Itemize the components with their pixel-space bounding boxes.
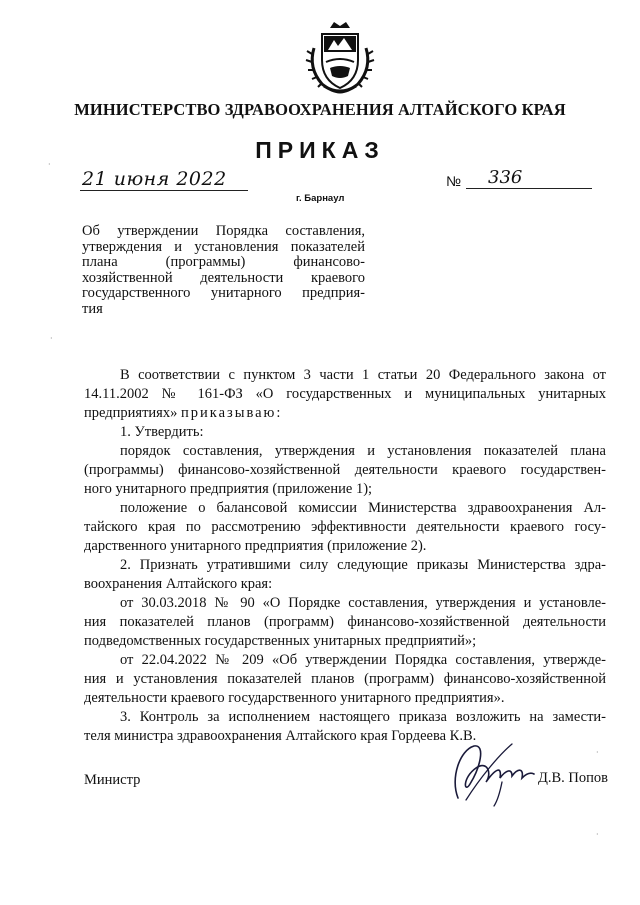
date-underline xyxy=(80,190,248,191)
signer-name: Д.В. Попов xyxy=(538,770,609,786)
signer-position: Министр xyxy=(84,772,141,788)
text-line xyxy=(84,404,606,423)
altai-coat-of-arms-icon xyxy=(300,18,380,98)
preamble-paragraph xyxy=(84,366,606,423)
margin-mark: · xyxy=(596,830,599,839)
item-2 xyxy=(84,556,606,594)
text-line: ния и установления показателей планов (программ) финансово-хозяйственной xyxy=(84,671,606,687)
item-1a xyxy=(84,442,606,499)
order-body xyxy=(84,366,606,746)
margin-mark: · xyxy=(596,748,599,757)
text-line: теля министра здравоохранения Алтайского края Гордеева К.В. xyxy=(84,728,477,744)
subject-line: Об утверждении Порядка составления, xyxy=(82,223,365,239)
text-line: 2. Признать утратившими силу следующие приказы Министерства здра- xyxy=(120,557,606,573)
margin-mark: · xyxy=(50,334,53,343)
text-line: 14.11.2002 № 161-ФЗ «О государственных и муниципальных унитарных xyxy=(84,386,606,402)
item-1: 1. Утвердить: xyxy=(120,424,204,440)
subject-line: плана (программы) финансово- xyxy=(82,254,365,270)
text-line: ния показателей планов (программ) финансово-хозяйственной деятельности xyxy=(84,614,606,630)
text-line: деятельности краевого государственного унитарного предприятия». xyxy=(84,690,505,706)
text-line: воохранения Алтайского края: xyxy=(84,576,273,592)
order-verb: приказываю: xyxy=(180,405,283,421)
text-line: 3. Контроль за исполнением настоящего приказа возложить на замести- xyxy=(120,709,606,725)
ministry-name: МИНИСТЕРСТВО ЗДРАВООХРАНЕНИЯ АЛТАЙСКОГО КРАЯ xyxy=(74,100,566,119)
item-2a xyxy=(84,594,606,651)
subject-line: тия xyxy=(82,300,103,317)
number-underline xyxy=(466,188,592,189)
text-line: порядок составления, утверждения и установления показателей плана xyxy=(120,443,606,459)
order-number: 336 xyxy=(488,167,523,188)
city-label: г. Барнаул xyxy=(296,193,345,204)
subject-line: государственного унитарного предприя- xyxy=(82,285,365,301)
text-line: тайского края по рассмотрению эффективности деятельности краевого госу- xyxy=(84,519,606,535)
order-date: 21 июня 2022 xyxy=(82,168,227,190)
subject-line: утверждения и установления показателей xyxy=(82,238,365,255)
text-line: ного унитарного предприятия (приложение 1); xyxy=(84,481,373,497)
item-1b xyxy=(84,499,606,556)
text-line: положение о балансовой комиссии Министерства здравоохранения Ал- xyxy=(120,500,606,516)
document-title: ПРИКАЗ xyxy=(255,137,385,163)
text-line: от 22.04.2022 № 209 «Об утверждении Порядка составления, утвержде- xyxy=(120,652,606,668)
subject-line: хозяйственной деятельности краевого xyxy=(82,269,365,286)
text-line: В соответствии с пунктом 3 части 1 статьи 20 Федерального закона от xyxy=(120,367,606,383)
margin-mark: · xyxy=(48,160,51,169)
text-line: дарственного унитарного предприятия (приложение 2). xyxy=(84,538,427,554)
text-line: подведомственных государственных унитарных предприятий»; xyxy=(84,633,477,649)
text-line: от 30.03.2018 № 90 «О Порядке составления, утверждения и установле- xyxy=(120,595,606,611)
order-number-label: № xyxy=(446,173,462,189)
handwritten-signature-icon xyxy=(440,738,550,808)
item-2b xyxy=(84,651,606,708)
order-subject xyxy=(82,224,365,317)
text-fragment: предприятиях» xyxy=(84,405,178,421)
text-line: (программы) финансово-хозяйственной деятельности краевого государствен- xyxy=(84,462,606,478)
